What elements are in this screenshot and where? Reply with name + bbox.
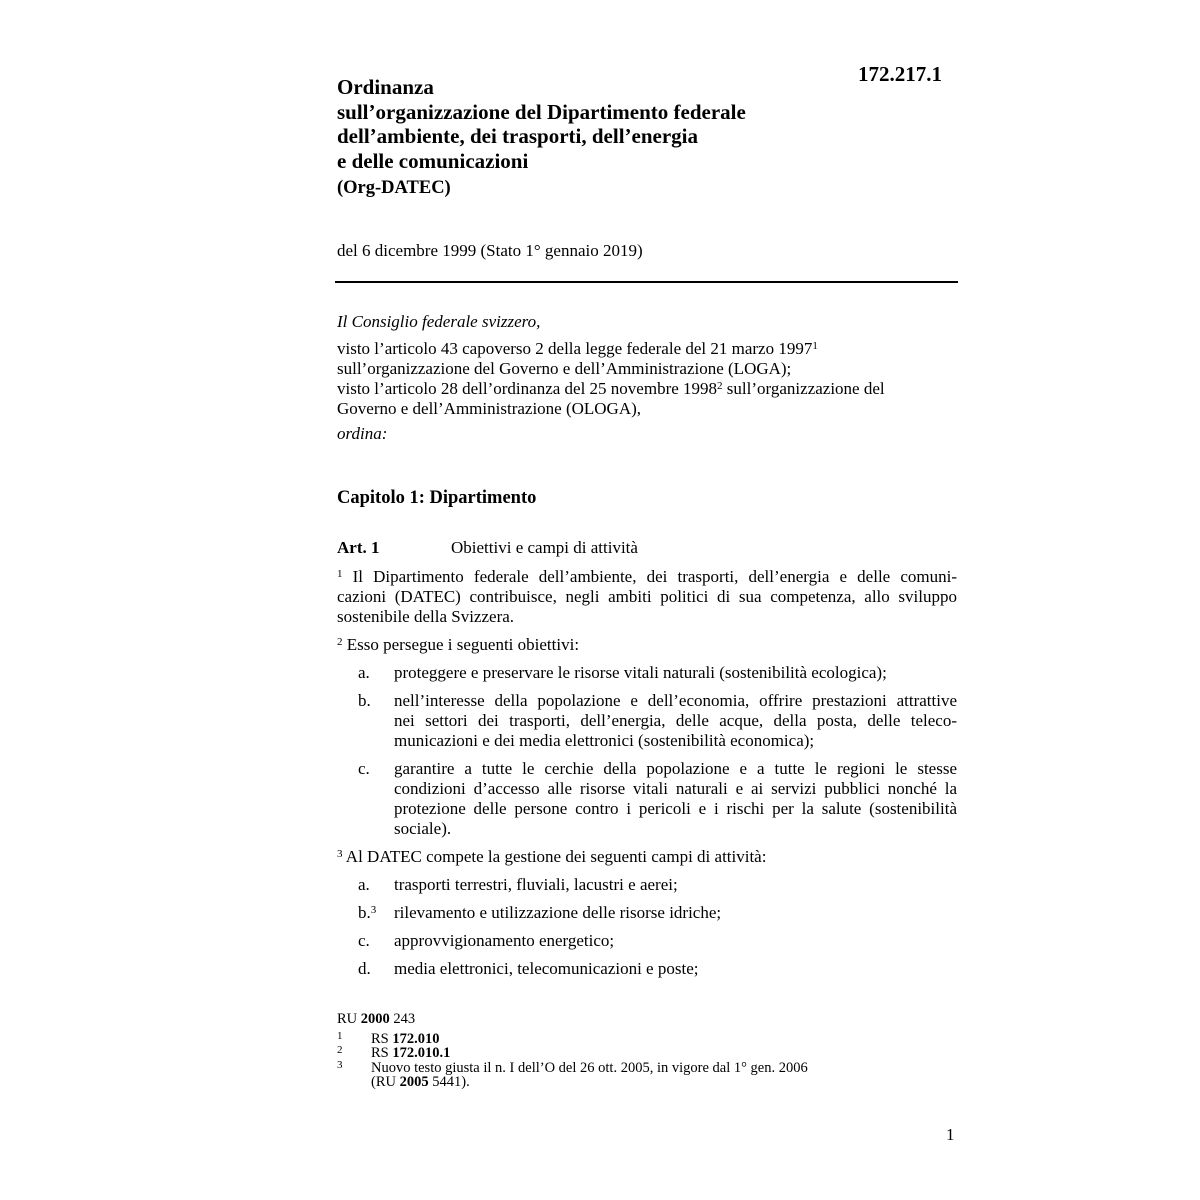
paragraph-2 xyxy=(337,635,957,655)
paragraph-number: 2 xyxy=(337,636,343,648)
footnote-link[interactable]: 172.010 xyxy=(392,1030,440,1047)
title-line: dell’ambiente, dei trasporti, dell’energia xyxy=(337,124,699,148)
preamble-intro: Il Consiglio federale svizzero, xyxy=(337,312,541,331)
paragraph-line: sostenibile della Svizzera. xyxy=(337,607,515,626)
paragraph-line: $^1$ Il Dipartimento federale dell’ambiente, dei trasporti, dell’energia e delle comuni- xyxy=(337,567,957,586)
list-letter: a. xyxy=(358,663,370,682)
title-line: sull’organizzazione del Dipartimento federale xyxy=(337,99,746,124)
list-item xyxy=(337,903,957,923)
document-abbreviation: (Org-DATEC) xyxy=(337,178,451,198)
paragraph-1 xyxy=(337,567,957,627)
preamble-outro: ordina: xyxy=(337,424,388,443)
footnote-number: 3 xyxy=(337,1058,343,1071)
footnote: 3 Nuovo testo giusta il n. I dell’O del 26 ott. 2005, in vigore dal 1° gen. 2006 (RU 2005 5441). xyxy=(337,1058,808,1090)
list-item xyxy=(337,875,957,895)
footnote-link[interactable]: 172.010.1 xyxy=(392,1045,451,1061)
title-line: Ordinanza xyxy=(337,75,434,99)
footnote: 2 RS 172.010.1 xyxy=(337,1044,451,1061)
article-label: Art. 1 xyxy=(337,538,380,557)
title-line: e delle comunicazioni xyxy=(337,148,529,173)
official-collection-source: RU 2000 243 xyxy=(337,1011,416,1027)
paragraph-3 xyxy=(337,847,957,867)
paragraph-line: $^3$ Al DATEC compete la gestione dei seguenti campi di attività: xyxy=(337,847,767,866)
preamble-line: visto l’articolo 28 dell’ordinanza del 25 novembre 1998$^2$ sull’organizzazione del xyxy=(337,379,885,398)
footnote-number: 1 xyxy=(337,1029,343,1042)
list-item-line: proteggere e preservare le risorse vitali naturali (sostenibilità ecologica); xyxy=(394,663,887,682)
list-letter: d. xyxy=(358,959,371,978)
footnote: 1 RS 172.010 xyxy=(337,1029,440,1047)
list-letter: a. xyxy=(358,875,370,894)
list-item-line: sociale). xyxy=(394,819,452,838)
list-letter: b. xyxy=(358,691,371,710)
header-divider xyxy=(335,281,958,283)
paragraph-line: cazioni (DATEC) contribuisce, negli ambiti politici di sua competenza, allo sviluppo xyxy=(337,587,957,606)
list-item-line: rilevamento e utilizzazione delle risorse idriche; xyxy=(394,903,722,922)
footnote-number: 2 xyxy=(337,1044,343,1056)
list-item xyxy=(337,691,957,751)
footnote-ref[interactable]: 1 xyxy=(812,340,818,352)
list-item-line: protezione delle persone contro i pericoli e i rischi per la salute (sostenibilità xyxy=(394,799,957,818)
paragraph-number: 3 xyxy=(337,848,343,860)
list-letter: c. xyxy=(358,931,370,950)
paragraph-line: $^2$ Esso persegue i seguenti obiettivi: xyxy=(337,635,580,654)
list-item-line: garantire a tutte le cerchie della popolazione e a tutte le regioni le stesse xyxy=(394,759,957,778)
paragraph-number: 1 xyxy=(337,568,343,580)
list-item-line: nell’interesse della popolazione e dell’economia, offrire prestazioni attrattive xyxy=(394,691,957,710)
list-item-line: approvvigionamento energetico; xyxy=(394,931,615,950)
list-item-line: condizioni d’accesso alle risorse vitali naturali e ai servizi pubblici nonché la xyxy=(394,779,957,798)
article-title: Obiettivi e campi di attività xyxy=(451,538,638,557)
list-item xyxy=(337,663,957,683)
list-letter: b.$^3$ xyxy=(358,903,377,922)
list-item-line: municazioni e dei media elettronici (sostenibilità economica); xyxy=(394,731,815,750)
footnote-ref[interactable]: 3 xyxy=(370,904,377,916)
list-item-line: trasporti terrestri, fluviali, lacustri e aerei; xyxy=(394,875,678,894)
preamble xyxy=(337,312,957,444)
sr-number: 172.217.1 xyxy=(858,62,942,86)
chapter-heading: Capitolo 1: Dipartimento xyxy=(337,488,537,508)
footnotes xyxy=(337,1012,957,1090)
article-body xyxy=(337,567,957,987)
preamble-line: sull’organizzazione del Governo e dell’Amministrazione (LOGA); xyxy=(337,359,792,378)
list-item xyxy=(337,759,957,839)
list-item-line: nei settori dei trasporti, dell’energia, delle acque, della posta, delle teleco- xyxy=(394,711,957,730)
preamble-line: visto l’articolo 43 capoverso 2 della legge federale del 21 marzo 1997$^1$ xyxy=(337,339,818,358)
list-letter: c. xyxy=(358,759,370,778)
list-item xyxy=(337,959,957,979)
page-number: 1 xyxy=(946,1125,955,1144)
footnote-ref[interactable]: 2 xyxy=(717,380,723,392)
document-title xyxy=(337,75,837,173)
list-item xyxy=(337,931,957,951)
preamble-line: Governo e dell’Amministrazione (OLOGA), xyxy=(337,399,642,418)
document-date: del 6 dicembre 1999 (Stato 1° gennaio 2019) xyxy=(337,241,643,260)
list-item-line: media elettronici, telecomunicazioni e poste; xyxy=(394,959,699,978)
